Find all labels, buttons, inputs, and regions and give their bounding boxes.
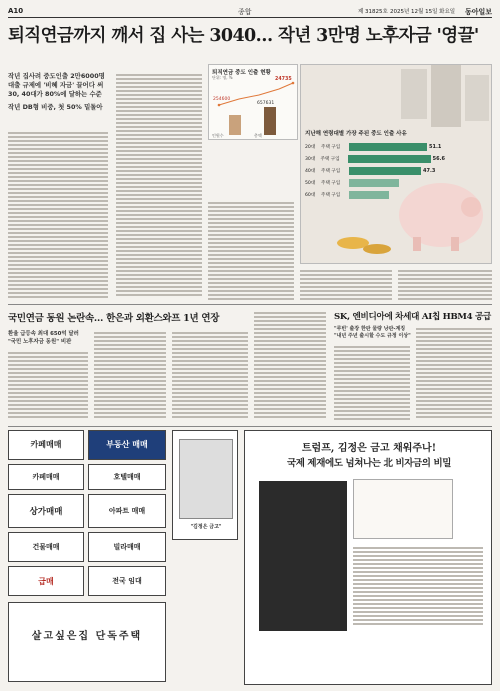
reason-bar xyxy=(349,143,427,151)
reason-label: 주택 구입 xyxy=(320,157,340,162)
paper-name: 동아일보 xyxy=(464,7,492,16)
book-cover xyxy=(179,439,233,519)
withdrawal-chart-title: 퇴직연금 중도 인출 현황 xyxy=(212,70,271,76)
reason-row xyxy=(305,189,445,201)
section-name: 종합 xyxy=(238,8,252,16)
section-divider xyxy=(8,304,492,305)
reason-value: 47.3 xyxy=(423,168,436,174)
reason-row xyxy=(305,153,445,165)
withdrawal-bar xyxy=(264,107,276,135)
piggy-bank-snout xyxy=(461,197,481,217)
story-right-headline: SK, 엔비디아에 차세대 AI칩 HBM4 공급 xyxy=(334,312,492,322)
withdrawal-chart-unit: 단위: 명, % xyxy=(212,75,233,80)
reason-label: 주택 구입 xyxy=(321,169,341,174)
lead-body-col1 xyxy=(8,130,108,300)
classified-ad[interactable] xyxy=(8,566,84,596)
reason-age: 40대 xyxy=(305,169,316,174)
withdrawal-legend-amount: 총액 xyxy=(254,133,262,138)
building-shape xyxy=(401,69,427,119)
classified-ad[interactable] xyxy=(88,430,166,460)
reason-chart-title: 지난해 연령대별 가장 주된 중도 인출 사유 xyxy=(305,131,407,137)
building-shape xyxy=(431,65,461,127)
issue-date: 2025년 12월 15일 화요일 xyxy=(390,9,456,15)
lead-subheads xyxy=(8,72,118,112)
book-ad-subtitle: 국제 제재에도 넘쳐나는 北 비자금의 비밀 xyxy=(286,458,452,469)
withdrawal-chart xyxy=(208,64,298,140)
classified-ad-label: 전국 임대 xyxy=(112,577,142,585)
book-cover-front xyxy=(353,479,453,539)
book-ad-description xyxy=(353,545,483,675)
reason-age: 30대 xyxy=(305,157,316,162)
story-left-col3 xyxy=(172,330,248,420)
book-ad-center[interactable] xyxy=(244,430,492,685)
story-left-headline: 국민연금 동원 논란속… 한은과 외환스와프 1년 연장 xyxy=(8,313,220,324)
masthead xyxy=(8,6,492,18)
classified-ad-label: 건물매매 xyxy=(32,543,60,551)
story-left-subhead: 환율 급등속 최대 650억 달러 xyxy=(8,331,79,337)
story-left-col2 xyxy=(94,330,166,420)
classified-ad[interactable] xyxy=(8,430,84,460)
coin xyxy=(363,244,391,254)
reason-row xyxy=(305,141,445,153)
story-right-col1 xyxy=(334,344,410,420)
reason-row xyxy=(305,177,445,189)
lead-headline: 퇴직연금까지 깨서 집 사는 3040… 작년 3만명 노후자금 '영끌' xyxy=(8,26,479,46)
issue-number: 제 31825호 xyxy=(358,9,388,15)
reason-rows xyxy=(305,141,445,201)
reason-bar xyxy=(349,191,389,199)
lead-body-col4 xyxy=(300,268,392,300)
story-right-subhead: "루빈' 출장 한판 물량 낭판-계징 xyxy=(334,326,406,332)
reason-label: 주택 구입 xyxy=(321,181,341,186)
reason-row xyxy=(305,165,445,177)
reason-bar xyxy=(349,167,421,175)
withdrawal-value-start: 254600 xyxy=(213,97,231,102)
reason-age: 60대 xyxy=(305,193,316,198)
reason-label: 주택 구입 xyxy=(321,145,341,150)
lead-body-col5 xyxy=(398,268,492,300)
withdrawal-point xyxy=(218,104,221,107)
classified-ad-label: 부동산 매매 xyxy=(106,440,148,449)
reason-bar xyxy=(349,179,399,187)
building-shape xyxy=(465,75,489,121)
lead-subhead: 대출 규제에 '비혜 자금' 끌어다 써 xyxy=(8,81,104,89)
story-left-col1 xyxy=(8,350,88,420)
withdrawal-value-mid: 657631 xyxy=(257,101,275,106)
classified-ad-large[interactable] xyxy=(8,602,166,682)
lead-body-col3 xyxy=(208,200,294,300)
story-right-col2 xyxy=(416,326,492,420)
reason-age: 50대 xyxy=(305,181,316,186)
book-cover-spine xyxy=(259,481,347,631)
book-ad-left-title: "김정은 금고" xyxy=(190,524,222,530)
classified-ad-label: 아파트 매매 xyxy=(108,507,146,515)
reason-age: 20대 xyxy=(305,145,316,150)
story-right-subhead: "내년 주년 출시할 수도 규정 이상" xyxy=(334,333,411,339)
page-number: A10 xyxy=(8,7,24,15)
lead-subhead: 작년 DB형 비중, 첫 50% 밑돌아 xyxy=(8,103,103,111)
classified-ad[interactable] xyxy=(88,494,166,528)
lead-subhead: 30, 40대가 80%에 달하는 수준 xyxy=(8,90,102,98)
lead-body-col2 xyxy=(116,72,202,300)
classified-ad[interactable] xyxy=(88,566,166,596)
reason-value: 51.1 xyxy=(429,144,442,150)
classified-ad[interactable] xyxy=(8,464,84,490)
classified-ad-label: 상가매매 xyxy=(29,507,63,517)
book-ad-title: 트럼프, 김정은 금고 채워주나! xyxy=(301,443,437,454)
reason-bar xyxy=(348,155,431,163)
piggy-bank-leg xyxy=(451,237,459,251)
ads-divider xyxy=(8,426,492,427)
classified-ad[interactable] xyxy=(8,494,84,528)
reason-label: 주택 구입 xyxy=(321,193,341,198)
classified-ad-label: 카페매매 xyxy=(30,440,62,449)
classified-ad-label: 빌라매매 xyxy=(113,543,141,551)
story-left-subhead: "국민 노후자금 동원" 비판 xyxy=(8,339,72,345)
reason-chart xyxy=(300,64,492,264)
book-ad-left[interactable] xyxy=(172,430,238,540)
classified-ad-label: 호텔매매 xyxy=(113,473,141,481)
reason-value: 56.6 xyxy=(432,156,445,162)
classified-ads xyxy=(8,430,166,685)
classified-ad[interactable] xyxy=(88,532,166,562)
story-left-col4 xyxy=(254,310,326,420)
classified-ad[interactable] xyxy=(8,532,84,562)
withdrawal-point xyxy=(292,82,295,85)
lead-subhead: 작년 집사려 중도인출 2만6000명 xyxy=(8,72,105,80)
classified-ad-label: 카페매매 xyxy=(32,473,60,481)
story-left-sub xyxy=(8,330,98,346)
classified-ad-label: 급매 xyxy=(38,577,54,586)
withdrawal-bar xyxy=(229,115,241,135)
piggy-bank-leg xyxy=(413,237,421,251)
withdrawal-legend-count: 인원수 xyxy=(212,133,224,138)
withdrawal-value-end: 24735 xyxy=(275,77,292,82)
classified-ad[interactable] xyxy=(88,464,166,490)
classified-ad-label: 살고싶은집 단독주택 xyxy=(31,631,143,642)
